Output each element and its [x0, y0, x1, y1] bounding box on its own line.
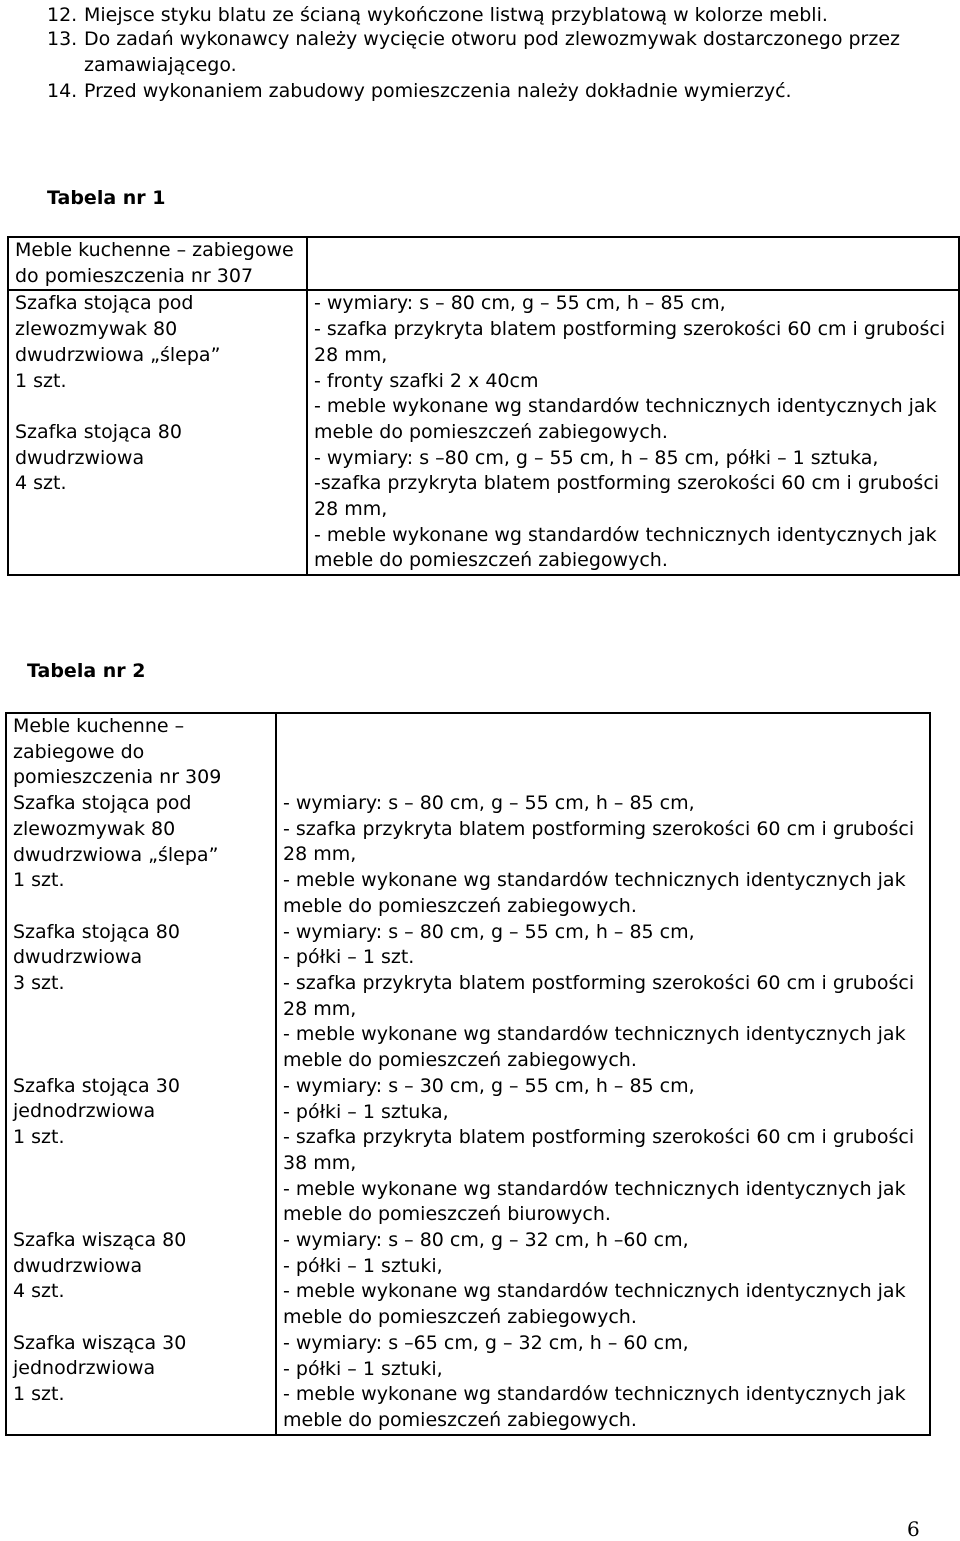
page-number: 6 [907, 1517, 920, 1541]
item-cell: Meble kuchenne – zabiegowe do pomieszczenia nr 309 Szafka stojąca pod zlewozmywak 80 dwudrzwiowa „ślepa” 1 szt. Szafka stojąca 80 dwudrzwiowa 3 szt. Szafka stojąca 30 jednodrzwiowa 1 szt. Szafka wisząca 80 dwudrzwiowa 4 szt. Szafka wisząca 30 jednodrzwiowa 1 szt. [6, 713, 276, 1435]
table-row [8, 290, 959, 575]
table2-title: Tabela nr 2 [27, 660, 146, 682]
spec-cell: - wymiary: s – 80 cm, g – 55 cm, h – 85 cm, - szafka przykryta blatem postforming szerokości 60 cm i grubości 28 mm, - meble wykonane wg standardów technicznych identycznych jak meble do pomieszczeń zabiegowych. - wymiary: s – 80 cm, g – 55 cm, h – 85 cm, - półki – 1 szt. - szafka przykryta blatem postforming szerokości 60 cm i grubości 28 mm, - meble wykonane wg standardów technicznych identycznych jak meble do pomieszczeń zabiegowych. - wymiary: s – 30 cm, g – 55 cm, h – 85 cm, - półki – 1 sztuka, - szafka przykryta blatem postforming szerokości 60 cm i grubości 38 mm, - meble wykonane wg standardów technicznych identycznych jak meble do pomieszczeń biurowych. - wymiary: s – 80 cm, g – 32 cm, h –60 cm, - półki – 1 sztuki, - meble wykonane wg standardów technicznych identycznych jak meble do pomieszczeń zabiegowych. - wymiary: s –65 cm, g – 32 cm, h – 60 cm, - półki – 1 sztuki, - meble wykonane wg standardów technicznych identycznych jak meble do pomieszczeń zabiegowych. [276, 713, 930, 1435]
note-text-continued: zamawiającego. [84, 54, 237, 76]
table-header-row [8, 237, 959, 290]
note-number: 14. [47, 80, 78, 102]
note-text: Miejsce styku blatu ze ścianą wykończone listwą przyblatową w kolorze mebli. [84, 4, 828, 26]
note-number: 12. [47, 4, 78, 26]
table1-header-cell: Meble kuchenne – zabiegowe do pomieszczenia nr 307 [8, 237, 307, 290]
table1-title: Tabela nr 1 [47, 187, 166, 209]
table1 [7, 236, 960, 576]
table2 [5, 712, 931, 1436]
note-text: Przed wykonaniem zabudowy pomieszczenia należy dokładnie wymierzyć. [84, 80, 792, 102]
table1-header-empty-cell [307, 237, 959, 290]
note-number: 13. [47, 28, 78, 50]
table-row [6, 713, 930, 1435]
spec-cell: - wymiary: s – 80 cm, g – 55 cm, h – 85 cm, - szafka przykryta blatem postforming szerokości 60 cm i grubości 28 mm, - fronty szafki 2 x 40cm - meble wykonane wg standardów technicznych identycznych jak meble do pomieszczeń zabiegowych. - wymiary: s –80 cm, g – 55 cm, h – 85 cm, półki – 1 sztuka, -szafka przykryta blatem postforming szerokości 60 cm i grubości 28 mm, - meble wykonane wg standardów technicznych identycznych jak meble do pomieszczeń zabiegowych. [307, 290, 959, 575]
item-cell: Szafka stojąca pod zlewozmywak 80 dwudrzwiowa „ślepa” 1 szt. Szafka stojąca 80 dwudrzwiowa 4 szt. [8, 290, 307, 575]
note-text: Do zadań wykonawcy należy wycięcie otworu pod zlewozmywak dostarczonego przez [84, 28, 900, 50]
